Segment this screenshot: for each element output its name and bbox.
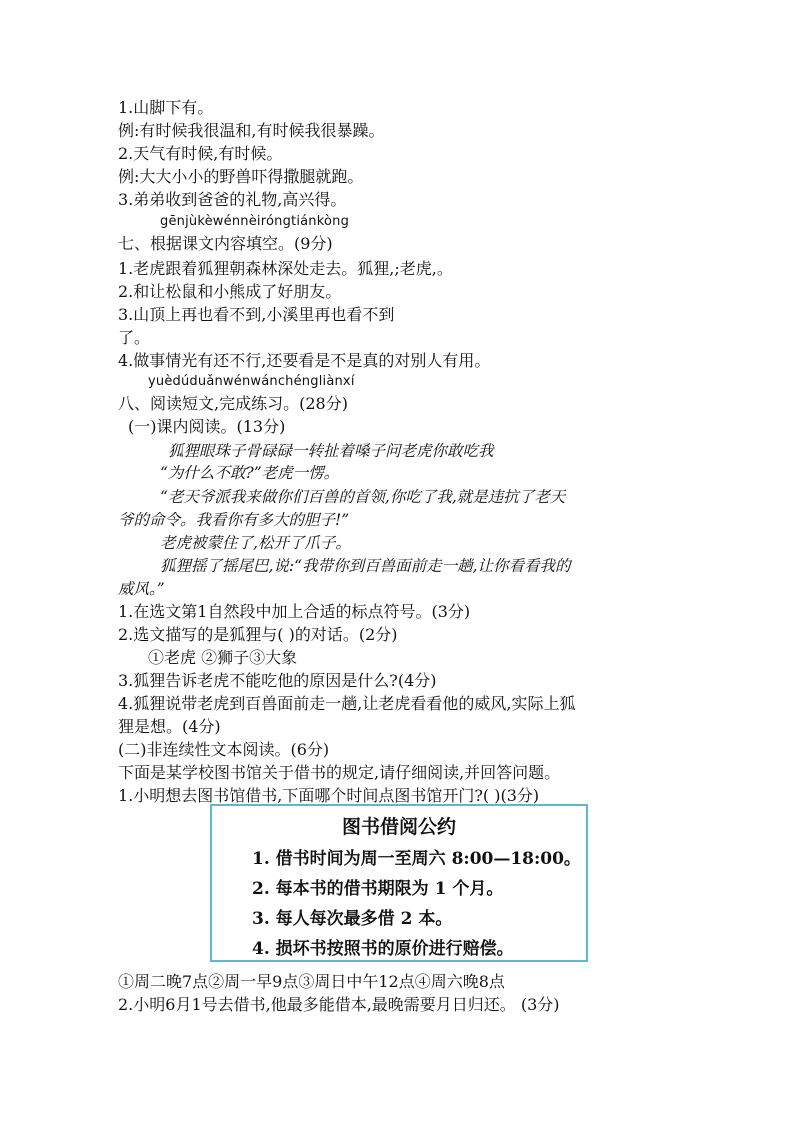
passage-line: 爷的命令。我看你有多大的胆子!”	[118, 511, 350, 529]
notice-rule: 4. 损坏书按照书的原价进行赔偿。	[252, 939, 514, 959]
exercise-line: 4.做事情光有还不行,还要看是不是真的对别人有用。	[118, 351, 491, 370]
passage-line: 老虎被蒙住了,松开了爪子。	[160, 534, 351, 552]
question-options: ①周二晚7点②周一早9点③周日中午12点④周六晚8点	[118, 972, 505, 991]
question-line: 3.狐狸告诉老虎不能吃他的原因是什么?(4分)	[118, 671, 437, 690]
exercise-line: 2.和让松鼠和小熊成了好朋友。	[118, 282, 342, 301]
exercise-line: 2.天气有时候,有时候。	[118, 144, 283, 163]
subsection-heading: (一)课内阅读。(13分)	[128, 417, 286, 436]
question-line: 4.狐狸说带老虎到百兽面前走一趟,让老虎看看他的威风,实际上狐	[118, 694, 576, 713]
pinyin-annotation: gēnjùkèwénnèiróngtiánkòng	[160, 214, 350, 229]
exercise-line: 3.弟弟收到爸爸的礼物,高兴得。	[118, 190, 347, 209]
section-heading: 八、阅读短文,完成练习。(28分)	[118, 394, 348, 413]
instruction-line: 下面是某学校图书馆关于借书的规定,请仔细阅读,并回答问题。	[118, 763, 561, 782]
passage-line: 狐狸摇了摇尾巴,说:“我带你到百兽面前走一趟,让你看看我的	[160, 557, 571, 575]
question-line: 2.选文描写的是狐狸与( )的对话。(2分)	[118, 625, 398, 644]
notice-rule: 2. 每本书的借书期限为 1 个月。	[252, 879, 504, 899]
exercise-line: 3.山顶上再也看不到,小溪里再也看不到	[118, 305, 395, 324]
passage-line: 威风。”	[118, 580, 165, 598]
notice-title: 图书借阅公约	[341, 816, 456, 838]
passage-line: “为什么不敢?”老虎一愣。	[160, 464, 340, 482]
subsection-heading: (二)非连续性文本阅读。(6分)	[118, 740, 330, 759]
exercise-line: 1.山脚下有。	[118, 98, 214, 117]
exercise-line: 1.老虎跟着狐狸朝森林深处走去。狐狸,;老虎,。	[118, 259, 453, 278]
question-options: ①老虎 ②狮子③大象	[148, 648, 298, 667]
question-line: 2.小明6月1号去借书,他最多能借本,最晚需要月日归还。 (3分)	[118, 995, 560, 1014]
passage-line: “老天爷派我来做你们百兽的首领,你吃了我,就是违抗了老天	[160, 488, 566, 506]
library-notice-box	[210, 804, 588, 962]
example-line: 例:有时候我很温和,有时候我很暴躁。	[118, 121, 385, 140]
exercise-line: 了。	[118, 328, 151, 347]
pinyin-annotation: yuèdúduǎnwénwánchéngliànxí	[148, 374, 355, 389]
passage-line: 狐狸眼珠子骨碌碌一转扯着嗓子问老虎你敢吃我	[168, 442, 494, 460]
notice-rule: 1. 借书时间为周一至周六 8:00—18:00。	[252, 849, 581, 869]
example-line: 例:大大小小的野兽吓得撒腿就跑。	[118, 167, 364, 186]
question-line: 狸是想。(4分)	[118, 717, 221, 736]
notice-rule: 3. 每人每次最多借 2 本。	[252, 909, 453, 929]
section-heading: 七、根据课文内容填空。(9分)	[118, 234, 333, 253]
question-line: 1.小明想去图书馆借书,下面哪个时间点图书馆开门?( )(3分)	[118, 786, 540, 805]
question-line: 1.在选文第1自然段中加上合适的标点符号。(3分)	[118, 602, 471, 621]
